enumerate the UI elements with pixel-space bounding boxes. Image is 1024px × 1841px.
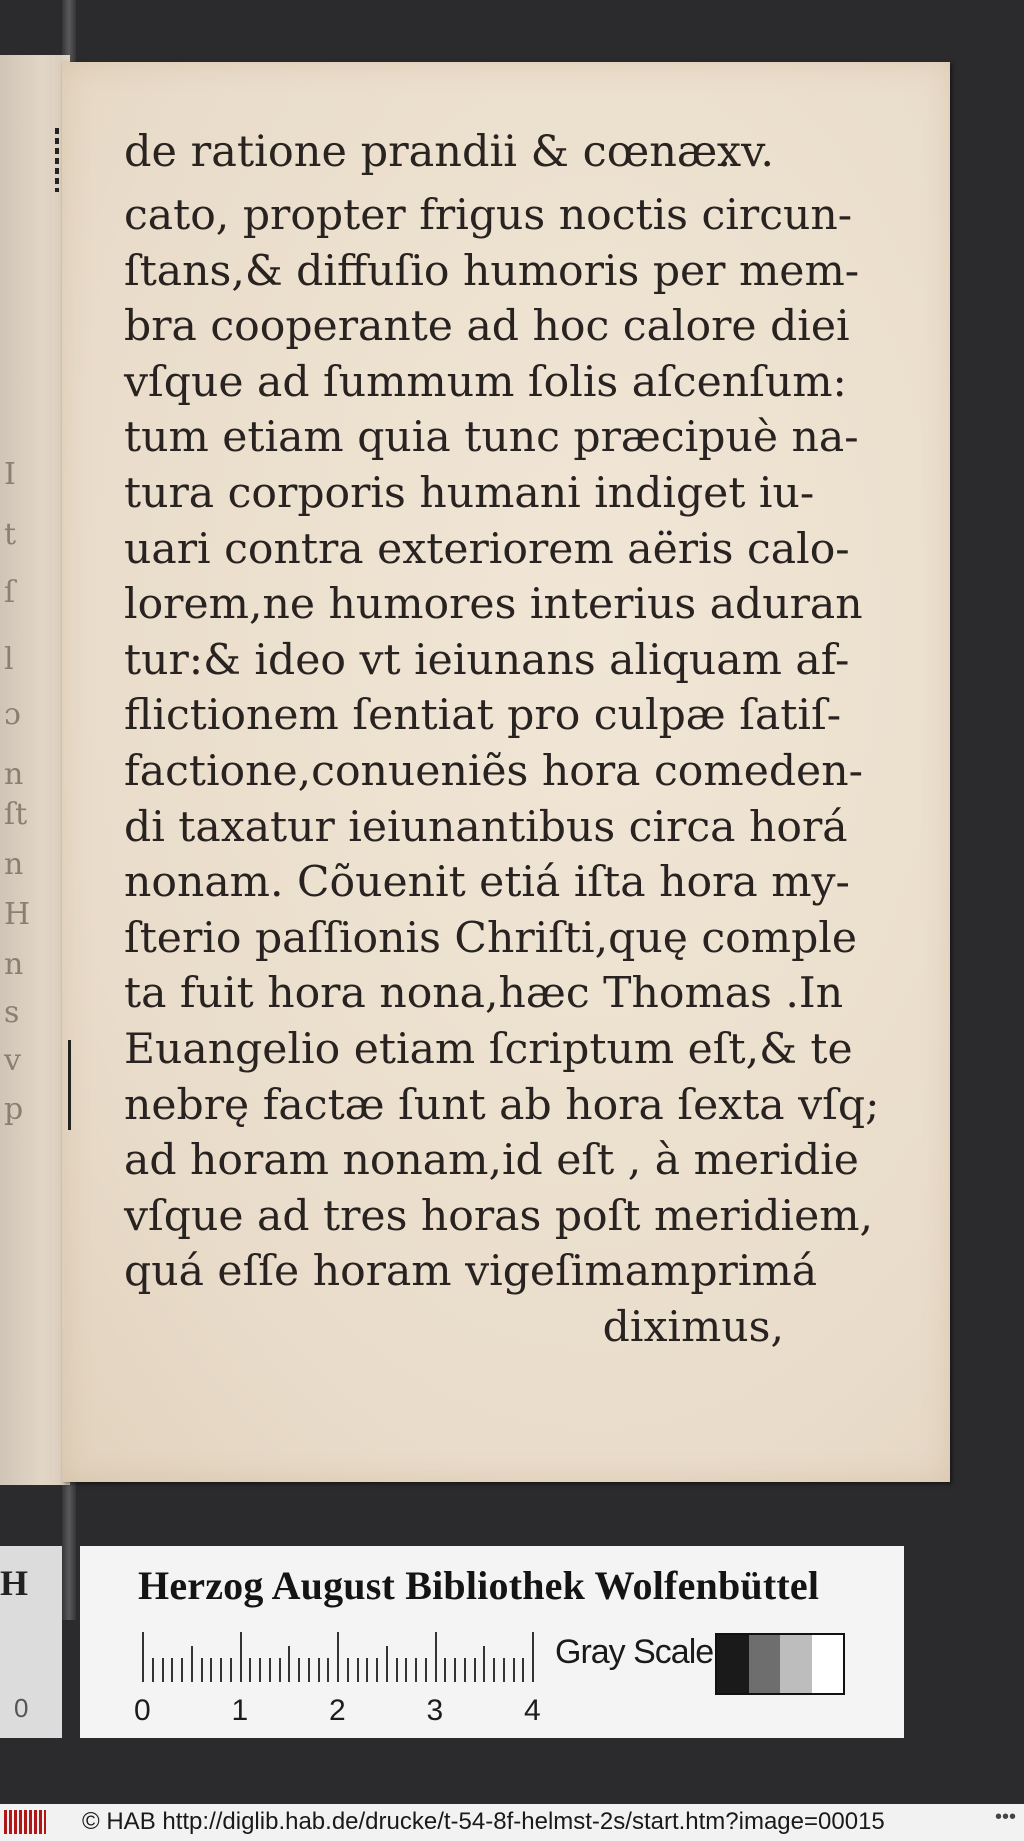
ruler-tick <box>298 1658 300 1682</box>
more-dots-icon[interactable]: ••• <box>994 1806 1016 1828</box>
gray-scale-label: Gray Scale <box>555 1633 714 1671</box>
ruler-tick <box>191 1646 193 1682</box>
left-page-letter: ſ <box>4 575 16 610</box>
ruler-tick <box>435 1632 437 1682</box>
ruler-tick <box>474 1658 476 1682</box>
text-line: nebrę factæ ſunt ab hora ſexta vſq; <box>124 1080 880 1130</box>
ruler-tick <box>503 1658 505 1682</box>
text-line: ta fuit hora nona,hæc Thomas .In <box>124 969 844 1019</box>
left-page-letter: n <box>4 947 24 982</box>
text-line: lorem,ne humores interius aduran <box>124 580 863 630</box>
left-page-letter: n <box>4 757 24 792</box>
ruler-tick <box>493 1658 495 1682</box>
gray-swatch <box>780 1635 812 1693</box>
ruler-tick <box>376 1658 378 1682</box>
ruler-tick <box>240 1632 242 1682</box>
ruler-tick <box>347 1658 349 1682</box>
ruler-tick <box>220 1658 222 1682</box>
margin-mark <box>68 1040 71 1130</box>
text-line: Euangelio etiam ſcriptum eſt,& te <box>124 1024 853 1074</box>
ruler-tick <box>201 1658 203 1682</box>
left-page-letter: l <box>4 642 14 677</box>
text-line: tura corporis humani indiget iu- <box>124 468 815 518</box>
footer-bar <box>0 1804 1024 1841</box>
text-line: tur:& ideo vt ieiunans aliquam af- <box>124 635 850 685</box>
text-line: ad horam nonam,id eſt , à meridie <box>124 1136 859 1186</box>
ruler-tick <box>396 1658 398 1682</box>
ruler-tick <box>366 1658 368 1682</box>
ruler-number: 3 <box>426 1694 444 1727</box>
header-title: de ratione prandii & cœnæ. <box>124 127 731 177</box>
ruler-number: 0 <box>134 1694 151 1727</box>
ruler-tick <box>279 1658 281 1682</box>
left-page-letter: n <box>4 847 24 882</box>
card-left-letter: H <box>0 1563 29 1603</box>
text-line: ſterio paſſionis Chriſti,quę comple <box>124 913 858 963</box>
ruler-tick <box>405 1658 407 1682</box>
ruler-tick <box>142 1632 144 1682</box>
ruler-tick <box>522 1658 524 1682</box>
text-line: factione,conueniẽs hora comeden- <box>124 746 863 796</box>
ruler-tick <box>357 1658 359 1682</box>
text-line: quá eſſe horam vigeſimamprimá <box>124 1247 818 1297</box>
ruler-tick <box>249 1658 251 1682</box>
card-title: Herzog August Bibliothek Wolfenbüttel <box>138 1563 820 1608</box>
text-line: cato, propter frigus noctis circun- <box>124 191 853 240</box>
text-line: nonam. Cõuenit etiá iſta hora my- <box>124 858 850 908</box>
text-line: flictionem ſentiat pro culpæ ſatiſ- <box>124 691 842 741</box>
ruler-tick <box>181 1658 183 1682</box>
ruler-tick <box>532 1632 534 1682</box>
text-line: bra cooperante ad hoc calore diei <box>124 302 850 352</box>
color-calibration-card <box>80 1546 904 1738</box>
margin-mark <box>55 128 59 192</box>
ruler-tick <box>483 1646 485 1682</box>
gray-scale-swatches <box>715 1633 845 1695</box>
left-page-letter: H <box>4 897 31 932</box>
page-body-text <box>124 188 880 1355</box>
ruler-number: 2 <box>329 1694 346 1727</box>
ruler-tick <box>318 1658 320 1682</box>
ruler-tick <box>259 1658 261 1682</box>
ruler-number: 1 <box>231 1694 249 1727</box>
ruler-tick <box>152 1658 154 1682</box>
ruler-tick <box>444 1658 446 1682</box>
text-line: ſtans,& diffuſio humoris per mem- <box>124 246 860 296</box>
ruler-tick <box>162 1658 164 1682</box>
ruler-tick <box>171 1658 173 1682</box>
gray-swatch <box>749 1635 781 1693</box>
footer-url-text[interactable]: © HAB http://diglib.hab.de/drucke/t-54-8f-helmst-2s/start.htm?image=00015 <box>82 1808 885 1835</box>
hab-logo-icon <box>4 1810 46 1834</box>
left-page-edge <box>0 55 70 1485</box>
ruler-tick <box>288 1646 290 1682</box>
ruler-tick <box>415 1658 417 1682</box>
ruler-tick <box>269 1658 271 1682</box>
ruler-tick <box>386 1646 388 1682</box>
ruler-tick <box>230 1658 232 1682</box>
ruler-tick <box>337 1632 339 1682</box>
folio-number: xv. <box>716 127 774 177</box>
text-line: tum etiam quia tunc præcipuè na- <box>124 413 859 463</box>
running-header <box>124 127 774 187</box>
left-page-letter: p <box>4 1092 24 1127</box>
left-page-letter: t <box>4 517 17 552</box>
left-page-letter: ɔ <box>4 697 21 732</box>
left-page-letter: v <box>4 1043 21 1078</box>
ruler-number: 4 <box>524 1694 541 1727</box>
text-line: vſque ad ſummum ſolis aſcenſum: <box>124 357 847 407</box>
left-page-letter: ſt <box>4 797 28 832</box>
ruler-tick <box>454 1658 456 1682</box>
left-page-letter: s <box>4 995 20 1030</box>
text-line: vſque ad tres horas poſt meridiem, <box>124 1191 874 1241</box>
card-left-number: 0 <box>14 1693 29 1723</box>
ruler-tick <box>308 1658 310 1682</box>
scale-ruler <box>142 1632 542 1682</box>
text-line: uari contra exteriorem aëris calo- <box>124 524 850 574</box>
ruler-tick <box>425 1658 427 1682</box>
text-line: diximus, <box>602 1302 784 1352</box>
ruler-tick <box>513 1658 515 1682</box>
left-page-letter: I <box>4 457 16 492</box>
ruler-tick <box>327 1658 329 1682</box>
gray-swatch <box>717 1635 749 1693</box>
text-line: di taxatur ieiunantibus circa horá <box>124 802 848 852</box>
ruler-tick <box>464 1658 466 1682</box>
ruler-tick <box>210 1658 212 1682</box>
gray-swatch <box>812 1635 844 1693</box>
